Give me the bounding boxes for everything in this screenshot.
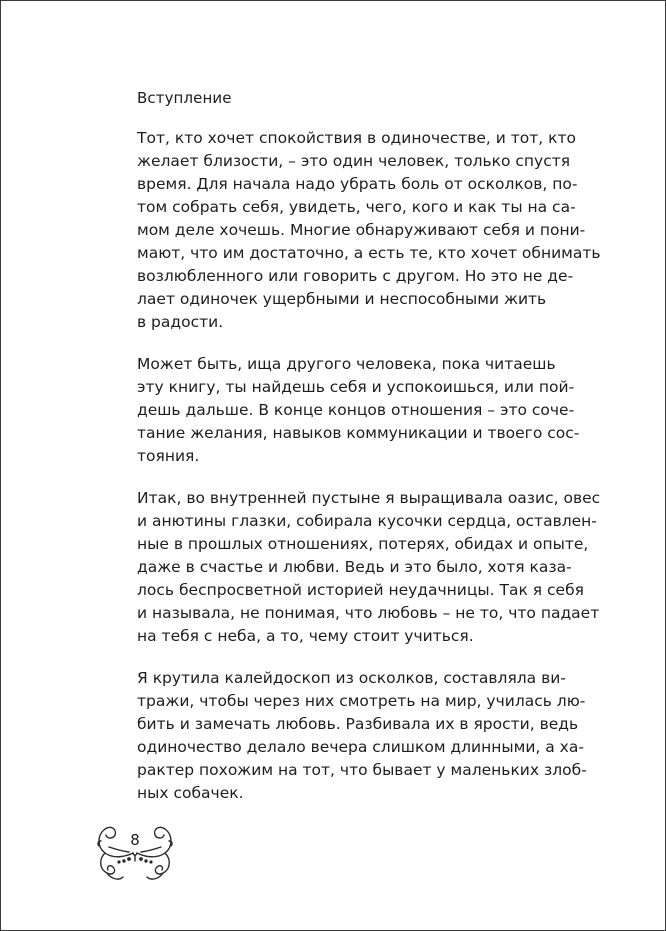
text-line: мают, что им достаточно, а есть те, кто хочет обнимать — [137, 244, 601, 262]
text-line: Тот, кто хочет спокойствия в одиночестве, и тот, кто — [137, 129, 577, 147]
flourish-ornament-icon — [89, 819, 181, 885]
text-line: том собрать себя, увидеть, чего, кого и как ты на са- — [137, 198, 576, 216]
text-line: одиночество делало вечера слишком длинными, а ха- — [137, 738, 584, 756]
text-line: эту книгу, ты найдешь себя и успокоишься, или пой- — [137, 378, 575, 396]
text-line: Я крутила калейдоскоп из осколков, составляла ви- — [137, 669, 566, 687]
paragraph-4 — [137, 667, 587, 805]
page-folio — [89, 819, 181, 885]
text-line: и анютины глазки, собирала кусочки сердца, оставлен- — [137, 512, 597, 530]
text-line: и называла, не понимая, что любовь – не то, что падает — [137, 604, 600, 622]
text-line: время. Для начала надо убрать боль от осколков, по- — [137, 175, 578, 193]
paragraph-2 — [137, 353, 580, 468]
text-line: мом деле хочешь. Многие обнаруживают себя и пони- — [137, 221, 586, 239]
paragraph-1 — [137, 127, 601, 334]
text-line: ные в прошлых отношениях, потерях, обидах и опыте, — [137, 535, 589, 553]
text-line: дешь дальше. В конце концов отношения – это соче- — [137, 401, 575, 419]
text-line: тояния. — [137, 447, 200, 465]
text-line: рактер похожим на тот, что бывает у маленьких злоб- — [137, 761, 587, 779]
text-line: на тебя с неба, а то, чему стоит учиться. — [137, 627, 474, 645]
text-line: бить и замечать любовь. Разбивала их в ярости, ведь — [137, 715, 579, 733]
text-line: Итак, во внутренней пустыне я выращивала оазис, овес — [137, 489, 601, 507]
text-line: тражи, чтобы через них смотреть на мир, училась лю- — [137, 692, 586, 710]
body-text — [137, 127, 601, 824]
text-line: в радости. — [137, 313, 224, 331]
text-line: желает близости, – это один человек, только спустя — [137, 152, 571, 170]
text-line: возлюбленного или говорить с другом. Но это не де- — [137, 267, 574, 285]
chapter-heading: Вступление — [137, 89, 232, 107]
text-line: тание желания, навыков коммуникации и твоего сос- — [137, 424, 580, 442]
text-line: лает одиночек ущербными и неспособными жить — [137, 290, 547, 308]
text-line: Может быть, ища другого человека, пока читаешь — [137, 355, 556, 373]
paragraph-3 — [137, 487, 601, 648]
text-line: ных собачек. — [137, 784, 244, 802]
text-line: даже в счастье и любви. Ведь и это было, хотя каза- — [137, 558, 572, 576]
page-number: 8 — [130, 831, 140, 849]
text-line: лось беспросветной историей неудачницы. Так я себя — [137, 581, 584, 599]
